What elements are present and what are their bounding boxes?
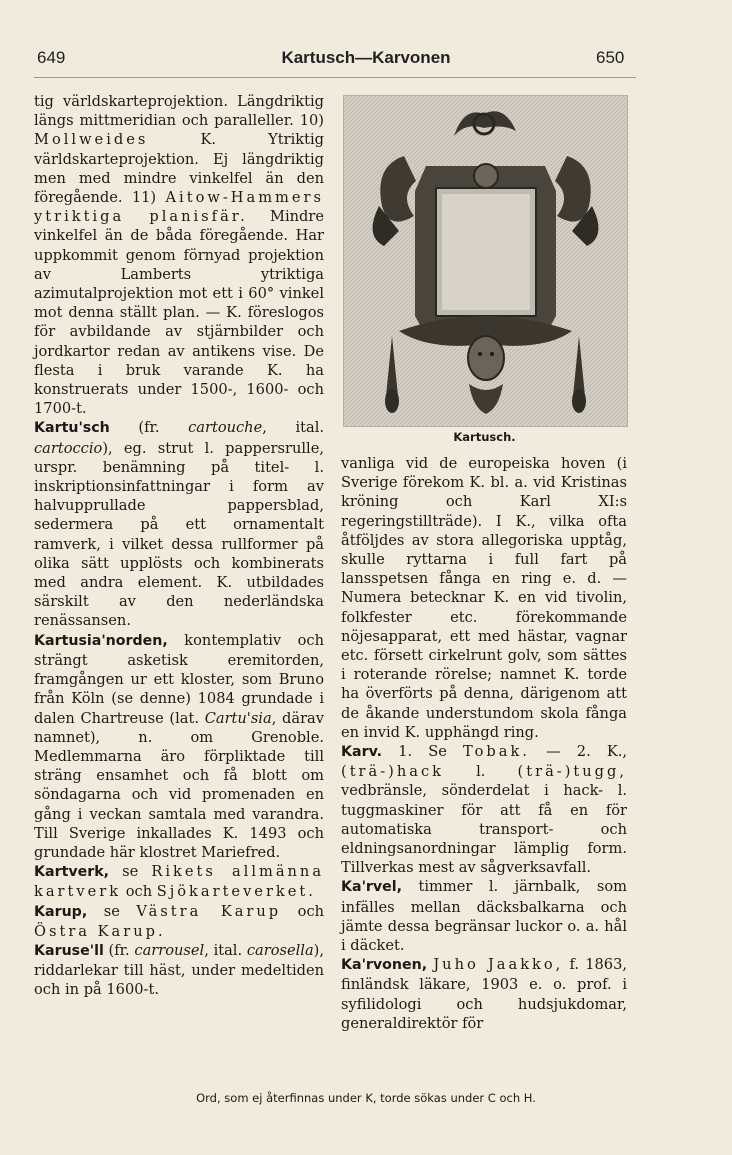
entry-kartusch: Kartu'sch (fr. cartouche, ital. cartoccio), eg. strut l. pappersrulle, urspr. benämning på titel- l. inskriptionsinfattningar i form av halvupprullade pappersblad, sedermera på ett ornamentalt ramverk, i vilket dessa rullformer på olika sätt upplösts och kombinerats med andra element. K. utbildades särskilt av den nederländska renässansen. xyxy=(34,419,325,630)
entry-karvel: Ka'rvel, timmer l. järnbalk, som infälles mellan däcksbalkarna och jämte dessa begränsar luckor o. a. hål i däcket. xyxy=(341,878,627,955)
page-header xyxy=(0,48,732,74)
entry-karusell: Karuse'll (fr. carrousel, ital. carosella), riddarlekar till häst, under medeltiden och in på 1600-t. xyxy=(34,941,325,999)
headword-kartverk: Kartverk, xyxy=(34,864,110,881)
headword-kartusch: Kartu'sch xyxy=(34,420,110,437)
headword-karusell: Karuse'll xyxy=(34,942,104,959)
page-number-left: 649 xyxy=(37,48,66,67)
page-footer-note: Ord, som ej återfinnas under K, torde sökas under C och H. xyxy=(196,1091,536,1105)
header-rule xyxy=(34,77,636,78)
headword-karvel: Ka'rvel, xyxy=(341,879,403,896)
entry-kartusianorden: Kartusia'norden, kontemplativ och strängt asketisk eremitorden, framgången ur ett kloster, som Bruno från Köln (se denne) 1084 grundade i dalen Chartreuse (lat. Cartu'sia, därav namnet), n. om Grenoble. Medlemmarna äro förpliktade till sträng ensamhet och få blott om söndagarna och vid promenaden en gång i veckan samtala med varandra. Till Sverige inkallades K. 1493 och grundade här klostret Mariefred. xyxy=(34,631,325,861)
entry-karup: Karup, se Västra Karup och Östra Karup. xyxy=(34,902,325,940)
right-column xyxy=(341,454,627,1033)
entry-karvonen: Ka'rvonen, Juho Jaakko, f. 1863, finländsk läkare, 1903 e. o. prof. i syfilidologi och hudsjukdomar, generaldirektör för xyxy=(341,956,628,1032)
headword-karup: Karup, xyxy=(34,903,88,920)
entry-kartverk: Kartverk, se Rikets allmänna kartverk och Sjökarteverket. xyxy=(34,863,325,901)
headword-karvonen: Ka'rvonen, xyxy=(341,957,428,974)
running-title: Kartusch—Karvonen xyxy=(281,48,451,67)
headword-karv: Karv. xyxy=(341,744,383,761)
figure-caption: Kartusch. xyxy=(453,430,516,444)
headword-kartusianorden: Kartusia'norden, xyxy=(34,632,168,649)
cartouche-illustration xyxy=(343,95,628,427)
left-column xyxy=(34,92,324,1000)
entry-karv: Karv. 1. Se Tobak. — 2. K., (trä-)hack l. (trä-)tugg, vedbränsle, sönderdelat i hack- l. tuggmaskiner för att få en för automatiska transport- och eldningsanordningar lämplig form. Tillverkas mest av sågverksavfall. xyxy=(341,743,628,877)
cartouche-engraving xyxy=(344,96,627,426)
entry-karusell-continued: vanliga vid de europeiska hoven (i Sverige förekom K. bl. a. vid Kristinas kröning och Karl XI:s regeringstillträde). I K., vilka ofta åtföljdes av stora allegoriska upptåg, skulle ryttarna i full fart på lansspetsen fånga en ring e. d. — Numera betecknar K. en vid tivolin, folkfester etc. förekommande nöjesapparat, ett med hästar, vagnar etc. försett cirkelrunt golv, som sättes i roterande rörelse; namnet K. torde ha överförts på denna, därigenom att de åkande understundom skola fånga en invid K. upphängd ring. xyxy=(341,455,627,741)
page-number-right: 650 xyxy=(596,48,625,67)
entry-continuation: tig världskarteprojektion. Längdriktig längs mittmeridian och paralleller. 10) Mollweides K. Ytriktig världskarteprojektion. Ej längdriktig men med mindre vinkelfel än den föregående. 11) Aitow-Hammers ytriktiga planisfär. Mindre vinkelfel än de båda föregående. Har uppkommit genom förnyad projektion av Lamberts ytriktiga azimutalprojektion mot ett i 60° vinkel mot denna ställt plan. — K. föreslogos för avbildande av stjärnbilder och jordkartor redan av antikens vise. De flesta i bruk varande K. ha konstruerats under 1500-, 1600- och 1700-t. xyxy=(34,93,325,418)
